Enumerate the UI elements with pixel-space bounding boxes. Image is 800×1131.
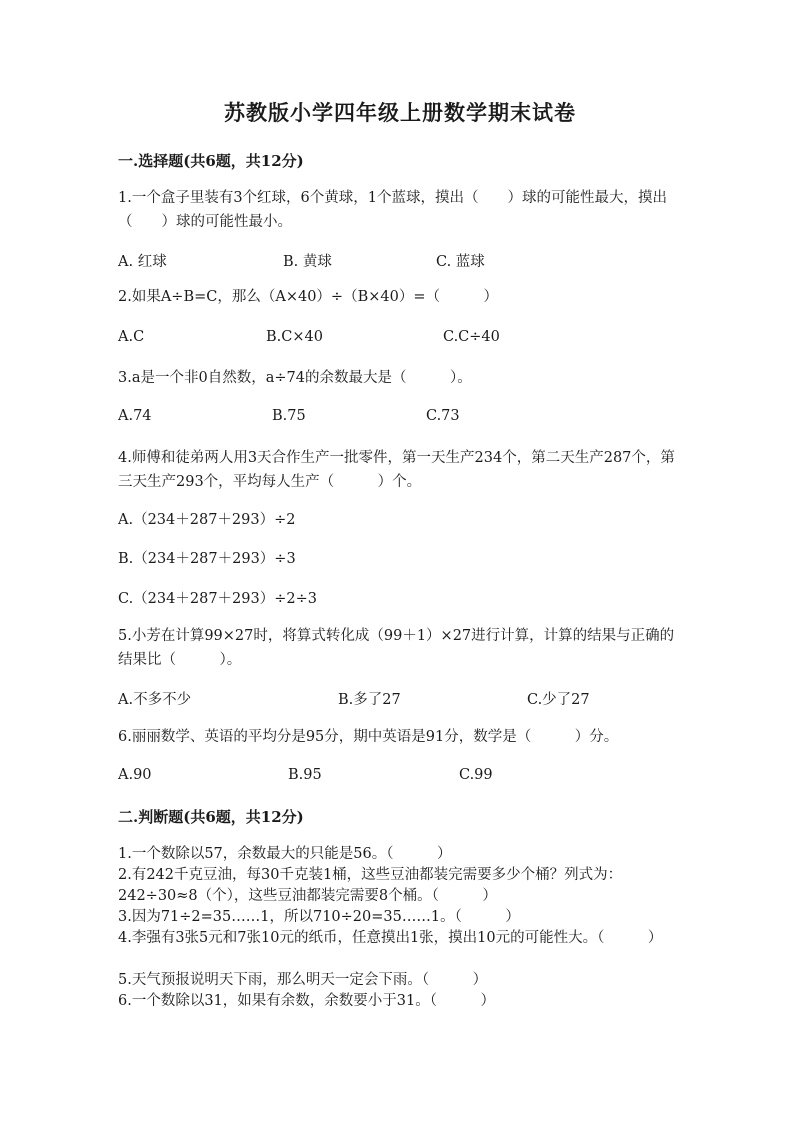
page-title: 苏教版小学四年级上册数学期末试卷 <box>224 100 576 125</box>
choice-option-6b: B.95 <box>288 767 322 783</box>
choice-option-1b: B. 黄球 <box>283 254 332 270</box>
choice-question-6: 6.丽丽数学、英语的平均分是95分，期中英语是91分，数学是（ ）分。 <box>118 729 619 745</box>
choice-option-5a: A.不多不少 <box>118 692 192 708</box>
choice-question-4: 4.师傅和徒弟两人用3天合作生产一批零件，第一天生产234个，第二天生产287个，第三天生产293个，平均每人生产（ ）个。 <box>118 450 675 490</box>
choice-option-4c: C.（234＋287＋293）÷2÷3 <box>118 591 317 607</box>
choice-question-1: 1.一个盒子里装有3个红球，6个黄球，1个蓝球，摸出（ ）球的可能性最大，摸出（ ）球的可能性最小。 <box>118 190 668 230</box>
choice-option-2c: C.C÷40 <box>443 329 500 345</box>
choice-option-1a: A. 红球 <box>118 254 167 270</box>
section-heading-choice: 一.选择题(共6题，共12分) <box>118 152 304 170</box>
choice-option-2a: A.C <box>118 329 145 345</box>
choice-option-2b: B.C×40 <box>266 329 323 345</box>
judgment-question-2: 2.有242千克豆油，每30千克装1桶，这些豆油都装完需要多少个桶？列式为：242÷30≈8（个），这些豆油都装完需要8个桶。（ ） <box>118 867 623 904</box>
choice-option-5c: C.少了27 <box>527 692 590 708</box>
judgment-question-1: 1.一个数除以57，余数最大的只能是56。（ ） <box>118 846 452 862</box>
choice-option-4a: A.（234＋287＋293）÷2 <box>118 512 296 528</box>
choice-question-5: 5.小芳在计算99×27时，将算式转化成（99＋1）×27进行计算，计算的结果与正确的结果比（ ）。 <box>118 628 675 668</box>
choice-question-2: 2.如果A÷B=C，那么（A×40）÷（B×40）=（ ） <box>118 289 498 305</box>
choice-option-1c: C. 蓝球 <box>436 254 485 270</box>
choice-option-3c: C.73 <box>426 408 460 424</box>
judgment-question-3: 3.因为71÷2=35……1，所以710÷20=35……1。（ ） <box>118 909 520 925</box>
choice-question-3: 3.a是一个非0自然数，a÷74的余数最大是（ ）。 <box>118 370 472 386</box>
judgment-question-5: 5.天气预报说明天下雨，那么明天一定会下雨。（ ） <box>118 972 488 988</box>
choice-option-4b: B.（234＋287＋293）÷3 <box>118 551 296 567</box>
choice-option-3a: A.74 <box>118 408 152 424</box>
judgment-question-4: 4.李强有3张5元和7张10元的纸币，任意摸出1张，摸出10元的可能性大。（ ） <box>118 930 663 946</box>
choice-option-3b: B.75 <box>272 408 306 424</box>
judgment-question-6: 6.一个数除以31，如果有余数，余数要小于31。（ ） <box>118 993 495 1009</box>
choice-option-5b: B.多了27 <box>338 692 401 708</box>
choice-option-6a: A.90 <box>118 767 152 783</box>
section-heading-judgment: 二.判断题(共6题，共12分) <box>118 808 304 826</box>
choice-option-6c: C.99 <box>459 767 493 783</box>
